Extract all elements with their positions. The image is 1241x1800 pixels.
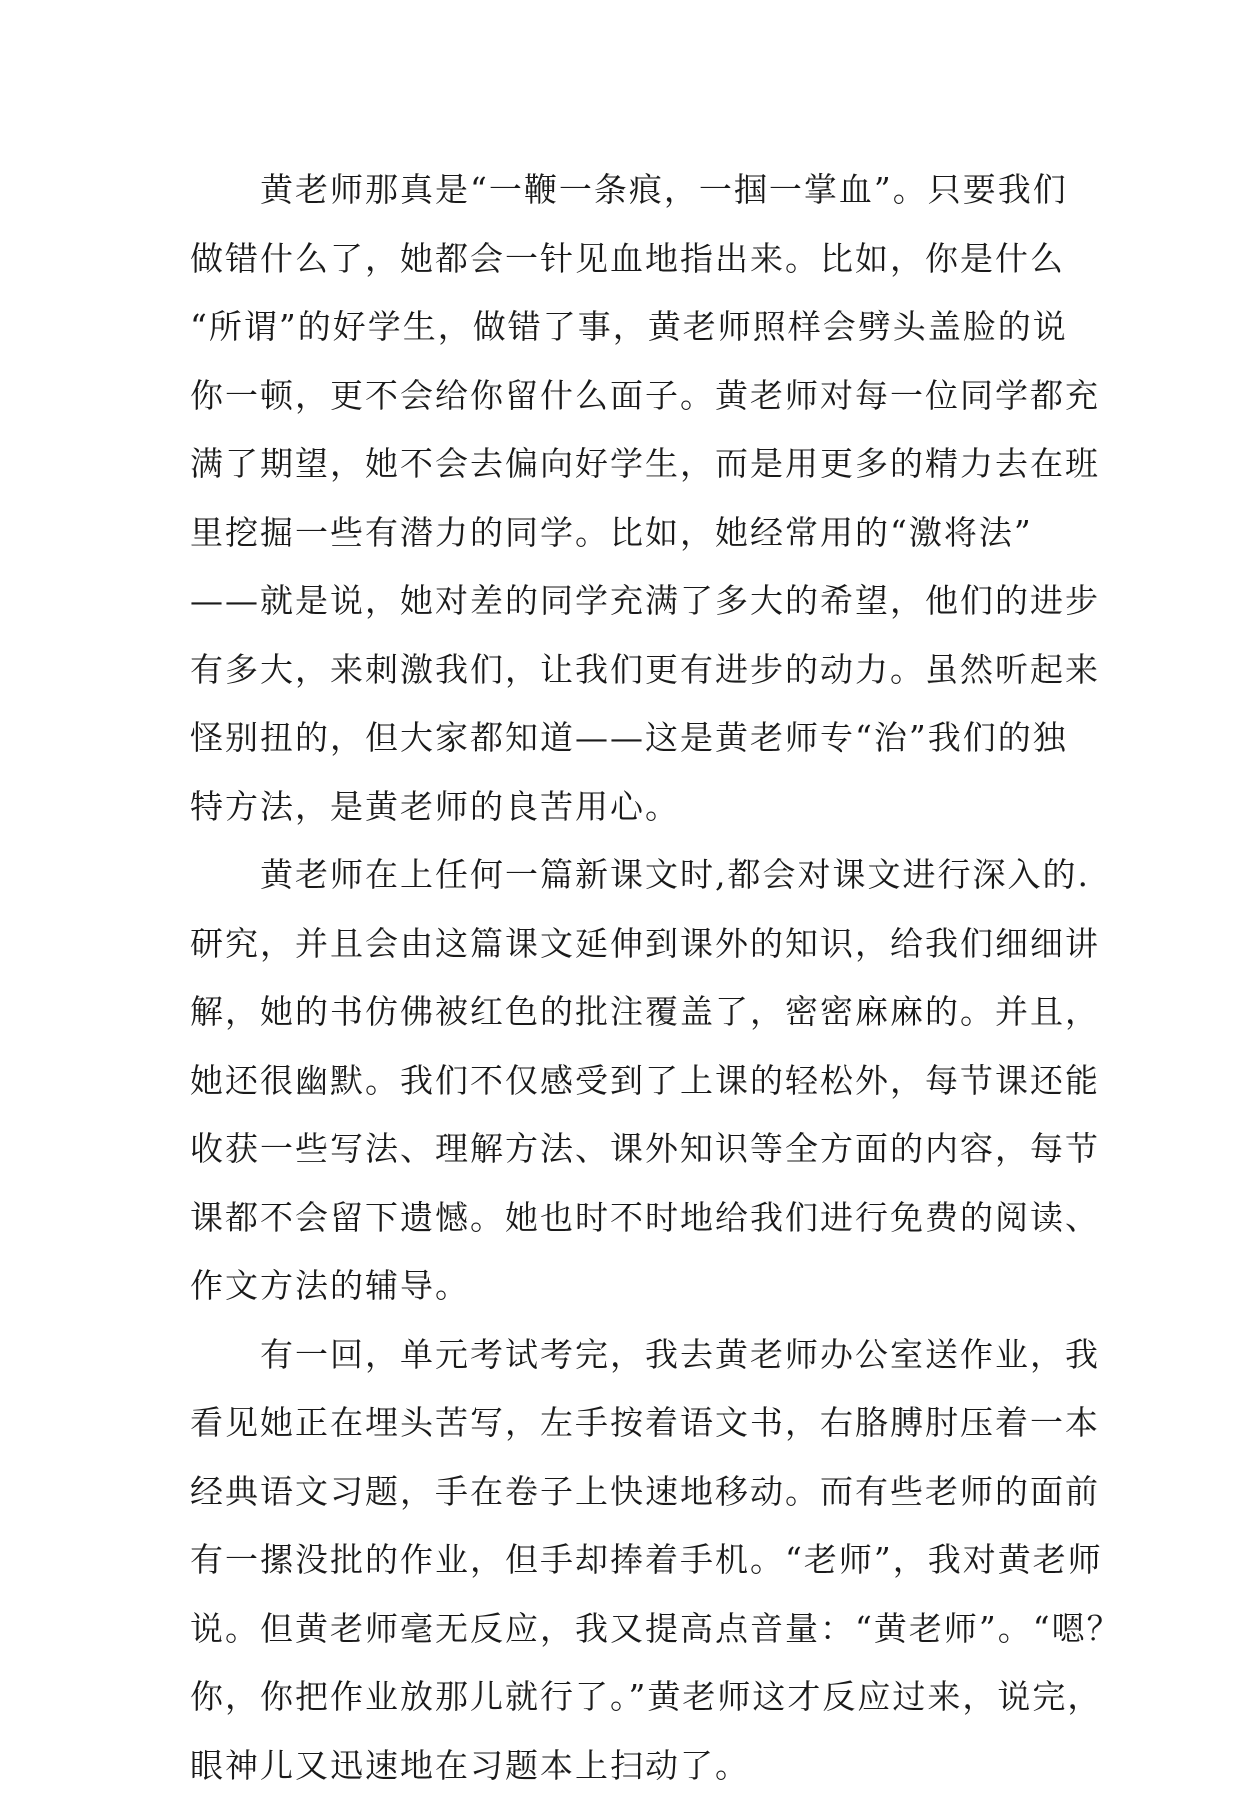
text-line: ——就是说，她对差的同学充满了多大的希望，他们的进步 [190,567,1055,636]
text-line: 你一顿，更不会给你留什么面子。黄老师对每一位同学都充 [190,362,1055,431]
text-line: 说。但黄老师毫无反应，我又提高点音量：“黄老师”。“嗯？ [190,1595,1055,1664]
paragraph-3 [190,1321,1055,1800]
text-line: 怪别扭的，但大家都知道——这是黄老师专“治”我们的独 [190,704,1055,773]
paragraph-2 [190,841,1055,1321]
text-line: 特方法，是黄老师的良苦用心。 [190,773,1055,842]
text-line: 研究，并且会由这篇课文延伸到课外的知识，给我们细细讲 [190,910,1055,979]
text-line: 满了期望，她不会去偏向好学生，而是用更多的精力去在班 [190,430,1055,499]
text-line: 你，你把作业放那儿就行了。”黄老师这才反应过来，说完， [190,1663,1055,1732]
text-line: 有多大，来刺激我们，让我们更有进步的动力。虽然听起来 [190,636,1055,705]
paragraph-1 [190,156,1055,841]
text-line: 有一回，单元考试考完，我去黄老师办公室送作业，我 [190,1321,1055,1390]
text-line: 课都不会留下遗憾。她也时不时地给我们进行免费的阅读、 [190,1184,1055,1253]
text-line: 解，她的书仿佛被红色的批注覆盖了，密密麻麻的。并且， [190,978,1055,1047]
text-line: 里挖掘一些有潜力的同学。比如，她经常用的“激将法” [190,499,1055,568]
document-page [190,156,1055,1800]
text-line: 黄老师在上任何一篇新课文时,都会对课文进行深入的. [190,841,1055,910]
text-line: 收获一些写法、理解方法、课外知识等全方面的内容，每节 [190,1115,1055,1184]
text-line: 眼神儿又迅速地在习题本上扫动了。 [190,1732,1055,1800]
text-line: 黄老师那真是“一鞭一条痕，一掴一掌血”。只要我们 [190,156,1055,225]
text-line: 经典语文习题，手在卷子上快速地移动。而有些老师的面前 [190,1458,1055,1527]
text-line: 她还很幽默。我们不仅感受到了上课的轻松外，每节课还能 [190,1047,1055,1116]
text-line: 做错什么了，她都会一针见血地指出来。比如，你是什么 [190,225,1055,294]
text-line: 作文方法的辅导。 [190,1252,1055,1321]
text-line: 看见她正在埋头苦写，左手按着语文书，右胳膊肘压着一本 [190,1389,1055,1458]
text-line: 有一摞没批的作业，但手却捧着手机。“老师”，我对黄老师 [190,1526,1055,1595]
text-line: “所谓”的好学生，做错了事，黄老师照样会劈头盖脸的说 [190,293,1055,362]
